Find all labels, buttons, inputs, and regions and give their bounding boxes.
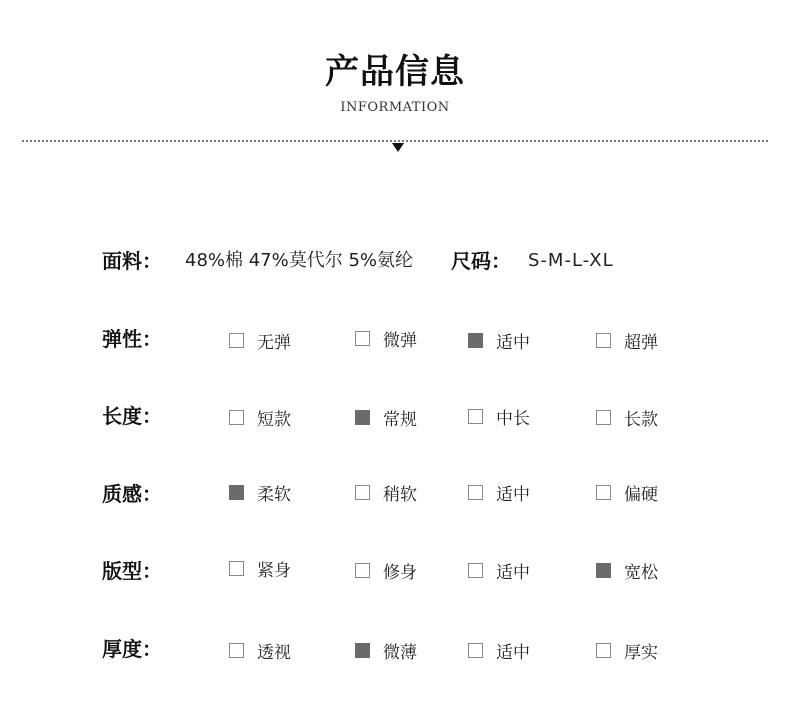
checked-box-icon xyxy=(468,333,483,348)
option-elasticity-0 xyxy=(229,328,291,352)
fabric-label: 面料： xyxy=(102,249,162,273)
option-label: 超弹 xyxy=(624,332,658,353)
option-elasticity-1 xyxy=(355,326,417,350)
fabric-value: 48%棉 47%莫代尔 5%氨纶 xyxy=(185,250,414,271)
option-label: 适中 xyxy=(496,562,530,583)
option-label: 厚实 xyxy=(624,642,658,663)
attribute-label-fit: 版型： xyxy=(102,559,162,583)
option-elasticity-3 xyxy=(596,328,658,352)
size-value: S-M-L-XL xyxy=(528,250,614,271)
option-label: 修身 xyxy=(383,562,417,583)
option-length-3 xyxy=(596,405,658,429)
option-texture-1 xyxy=(355,480,417,504)
option-fit-3 xyxy=(596,558,658,582)
option-texture-2 xyxy=(468,480,530,504)
option-label: 紧身 xyxy=(257,560,291,581)
unchecked-box-icon xyxy=(229,333,244,348)
option-label: 微弹 xyxy=(383,330,417,351)
option-label: 常规 xyxy=(383,409,417,430)
unchecked-box-icon xyxy=(229,410,244,425)
checked-box-icon xyxy=(596,563,611,578)
unchecked-box-icon xyxy=(355,485,370,500)
option-label: 适中 xyxy=(496,484,530,505)
option-label: 柔软 xyxy=(257,484,291,505)
option-label: 无弹 xyxy=(257,332,291,353)
dotted-divider xyxy=(22,140,768,142)
checked-box-icon xyxy=(355,643,370,658)
option-label: 短款 xyxy=(257,409,291,430)
option-length-2 xyxy=(468,404,530,428)
option-thickness-0 xyxy=(229,638,291,662)
option-thickness-1 xyxy=(355,638,417,662)
unchecked-box-icon xyxy=(468,563,483,578)
option-label: 稍软 xyxy=(383,484,417,505)
option-length-0 xyxy=(229,405,291,429)
option-label: 适中 xyxy=(496,642,530,663)
unchecked-box-icon xyxy=(596,333,611,348)
unchecked-box-icon xyxy=(229,643,244,658)
down-arrow-icon xyxy=(392,143,404,152)
unchecked-box-icon xyxy=(596,485,611,500)
option-label: 微薄 xyxy=(383,642,417,663)
option-label: 长款 xyxy=(624,409,658,430)
unchecked-box-icon xyxy=(596,643,611,658)
option-thickness-2 xyxy=(468,638,530,662)
option-texture-0 xyxy=(229,480,291,504)
checked-box-icon xyxy=(229,485,244,500)
option-label: 宽松 xyxy=(624,562,658,583)
size-label: 尺码： xyxy=(451,249,511,273)
option-fit-2 xyxy=(468,558,530,582)
unchecked-box-icon xyxy=(468,409,483,424)
option-label: 偏硬 xyxy=(624,484,658,505)
unchecked-box-icon xyxy=(596,410,611,425)
option-thickness-3 xyxy=(596,638,658,662)
attribute-label-length: 长度： xyxy=(102,404,162,428)
unchecked-box-icon xyxy=(229,561,244,576)
unchecked-box-icon xyxy=(355,563,370,578)
option-length-1 xyxy=(355,405,417,429)
option-fit-1 xyxy=(355,558,417,582)
unchecked-box-icon xyxy=(468,485,483,500)
option-label: 透视 xyxy=(257,642,291,663)
option-label: 中长 xyxy=(496,408,530,429)
attribute-label-texture: 质感： xyxy=(102,482,162,506)
page-title: 产品信息 xyxy=(325,52,465,92)
unchecked-box-icon xyxy=(355,331,370,346)
option-fit-0 xyxy=(229,556,291,580)
attribute-label-elasticity: 弹性： xyxy=(102,327,162,351)
checked-box-icon xyxy=(355,410,370,425)
unchecked-box-icon xyxy=(468,643,483,658)
option-label: 适中 xyxy=(496,332,530,353)
option-elasticity-2 xyxy=(468,328,530,352)
page-subtitle: INFORMATION xyxy=(340,100,450,115)
option-texture-3 xyxy=(596,480,658,504)
attribute-label-thickness: 厚度： xyxy=(102,637,162,661)
